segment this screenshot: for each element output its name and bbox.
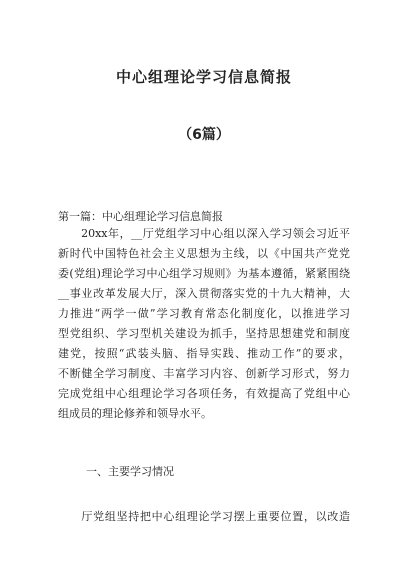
paragraph-line: 组成员的理论修养和领导水平。: [58, 407, 212, 420]
paragraph-line: __事业改革发展大厅，深入贯彻落实党的十九大精神，大: [58, 287, 350, 300]
paragraph-1: [58, 224, 350, 424]
paragraph-line: 完成党组中心组理论学习各项任务，有效提高了党组中心: [58, 387, 350, 400]
sub-heading: 一、主要学习情况: [86, 465, 174, 478]
paragraph-line: 厅党组坚持把中心组理论学习摆上重要位置，以改造: [58, 510, 350, 523]
paragraph-2: [58, 507, 350, 527]
paragraph-line: 力推进“两学一做”学习教育常态化制度化，以推进学习: [58, 307, 350, 320]
document-title: 中心组理论学习信息简报: [115, 68, 292, 86]
paragraph-line: 建党，按照“武装头脑、指导实践、推动工作”的要求，: [58, 347, 350, 360]
paragraph-line: 20xx年，__厅党组学习中心组以深入学习领会习近平: [58, 227, 350, 240]
paragraph-line: 不断健全学习制度、丰富学习内容、创新学习形式，努力: [58, 367, 350, 380]
document-subtitle: （6篇）: [178, 127, 230, 143]
section-heading: 第一篇：中心组理论学习信息简报: [58, 210, 223, 223]
paragraph-line: 新时代中国特色社会主义思想为主线，以《中国共产党党: [58, 247, 350, 260]
paragraph-line: 委(党组)理论学习中心组学习规则》为基本遵循，紧紧围绕: [58, 267, 350, 280]
paragraph-line: 型党组织、学习型机关建设为抓手，坚持思想建党和制度: [58, 327, 350, 340]
